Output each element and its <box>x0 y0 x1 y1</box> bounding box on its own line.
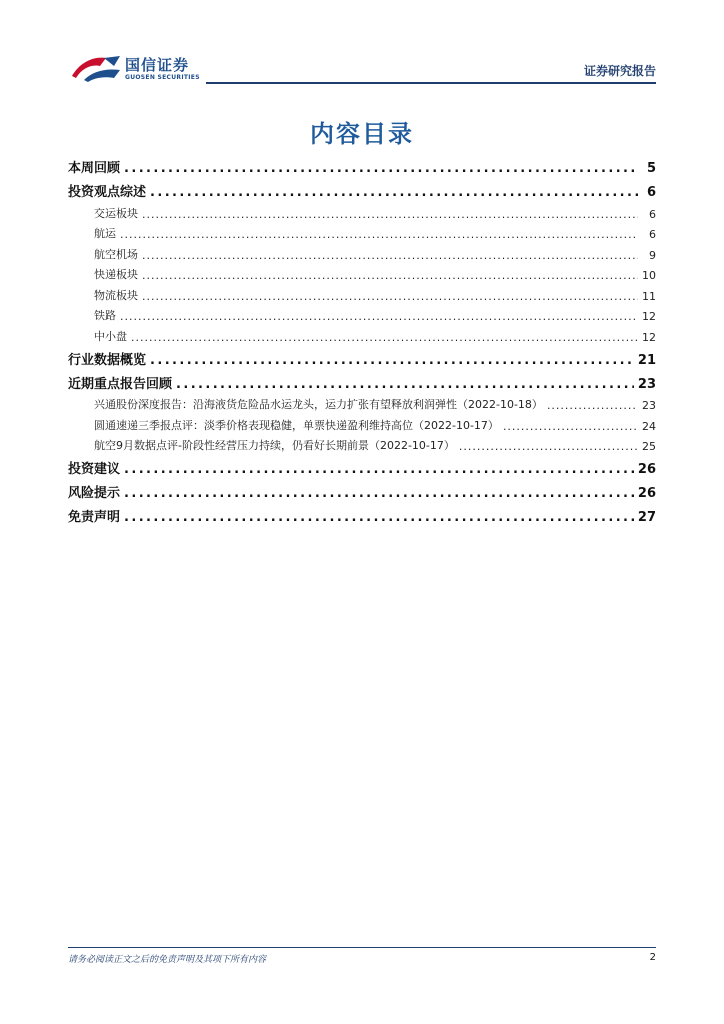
toc-entry-text: 投资观点综述 <box>68 185 147 200</box>
toc-leader-dots <box>131 331 638 344</box>
guosen-logo-mark-icon <box>70 52 122 84</box>
toc-subentry[interactable] <box>68 412 656 433</box>
toc-subentry[interactable] <box>68 241 656 262</box>
toc-entry[interactable] <box>68 453 656 477</box>
toc-subentry[interactable] <box>68 303 656 324</box>
toc-entry-text: 交运板块 <box>94 206 138 220</box>
toc-entry[interactable] <box>68 176 656 200</box>
toc-entry[interactable] <box>68 368 656 392</box>
toc-entry-text: 航空9月数据点评-阶段性经营压力持续，仍看好长期前景（2022-10-17） <box>94 439 455 452</box>
toc-entry-text: 航空机场 <box>94 247 138 261</box>
toc-subentry[interactable] <box>68 262 656 283</box>
toc-entry-text: 免责声明 <box>68 510 121 525</box>
toc-entry-text: 行业数据概览 <box>68 352 147 368</box>
toc-leader-dots <box>142 208 638 221</box>
toc-entry[interactable] <box>68 152 656 176</box>
toc-entry[interactable] <box>68 344 656 368</box>
page-header <box>0 0 724 90</box>
toc-entry-page: 21 <box>637 352 656 368</box>
toc-entry-page: 10 <box>642 269 656 282</box>
toc-entry-page: 9 <box>649 248 656 262</box>
toc-entry-page: 23 <box>642 399 656 412</box>
toc-leader-dots <box>124 462 634 477</box>
toc-leader-dots <box>150 353 634 368</box>
toc-entry-page: 11 <box>642 289 656 303</box>
toc-leader-dots <box>124 486 634 501</box>
toc-entry-page: 27 <box>637 510 656 525</box>
toc-subentry[interactable] <box>68 282 656 303</box>
page-number: 2 <box>649 952 656 963</box>
toc-entry-page: 5 <box>646 161 656 176</box>
toc-entry-page: 6 <box>646 185 656 200</box>
toc-leader-dots <box>124 510 634 525</box>
toc-leader-dots <box>503 420 638 433</box>
toc-entry-text: 本周回顾 <box>68 161 121 176</box>
toc-entry-text: 快递板块 <box>94 268 138 281</box>
table-of-contents <box>68 152 656 525</box>
toc-entry-page: 12 <box>642 330 656 344</box>
toc-entry-page: 26 <box>637 486 656 501</box>
toc-subentry[interactable] <box>68 221 656 242</box>
logo-english-name: GUOSEN SECURITIES <box>125 74 200 81</box>
toc-subentry[interactable] <box>68 433 656 454</box>
toc-entry-text: 中小盘 <box>94 329 127 343</box>
guosen-logo <box>70 52 220 84</box>
toc-leader-dots <box>142 290 638 303</box>
toc-entry-page: 25 <box>642 440 656 453</box>
toc-title: 内容目录 <box>310 120 414 148</box>
toc-leader-dots <box>120 310 638 323</box>
toc-subentry[interactable] <box>68 323 656 344</box>
toc-leader-dots <box>176 377 634 392</box>
toc-entry-page: 6 <box>649 228 656 241</box>
footer-disclaimer: 请务必阅读正文之后的免责声明及其项下所有内容 <box>68 955 267 965</box>
toc-entry-page: 23 <box>637 376 656 392</box>
toc-entry-text: 航运 <box>94 227 116 240</box>
toc-leader-dots <box>120 228 638 241</box>
logo-chinese-name: 国信证券 <box>125 56 190 74</box>
toc-entry-page: 6 <box>649 207 656 221</box>
toc-entry-text: 投资建议 <box>68 462 121 477</box>
toc-entry-page: 12 <box>642 310 656 323</box>
toc-entry-text: 兴通股份深度报告：沿海液货危险品水运龙头，运力扩张有望释放利润弹性（2022-10-18） <box>94 398 543 411</box>
toc-entry[interactable] <box>68 501 656 525</box>
toc-leader-dots <box>459 440 638 453</box>
toc-entry-text: 物流板块 <box>94 288 138 302</box>
toc-leader-dots <box>142 269 638 282</box>
toc-entry-text: 风险提示 <box>68 486 121 501</box>
header-divider <box>206 82 656 84</box>
toc-leader-dots <box>150 185 638 200</box>
toc-subentry[interactable] <box>68 392 656 413</box>
toc-entry-text: 近期重点报告回顾 <box>68 376 173 392</box>
toc-entry[interactable] <box>68 477 656 501</box>
toc-leader-dots <box>124 161 638 176</box>
toc-leader-dots <box>142 249 638 262</box>
toc-leader-dots <box>547 399 638 412</box>
toc-entry-text: 铁路 <box>94 309 116 322</box>
toc-subentry[interactable] <box>68 200 656 221</box>
toc-entry-text: 圆通速递三季报点评：淡季价格表现稳健，单票快递盈利维持高位（2022-10-17） <box>94 418 499 432</box>
toc-entry-page: 26 <box>637 462 656 477</box>
toc-entry-page: 24 <box>642 419 656 433</box>
report-type-label: 证券研究报告 <box>583 64 656 78</box>
footer-divider <box>68 947 656 948</box>
